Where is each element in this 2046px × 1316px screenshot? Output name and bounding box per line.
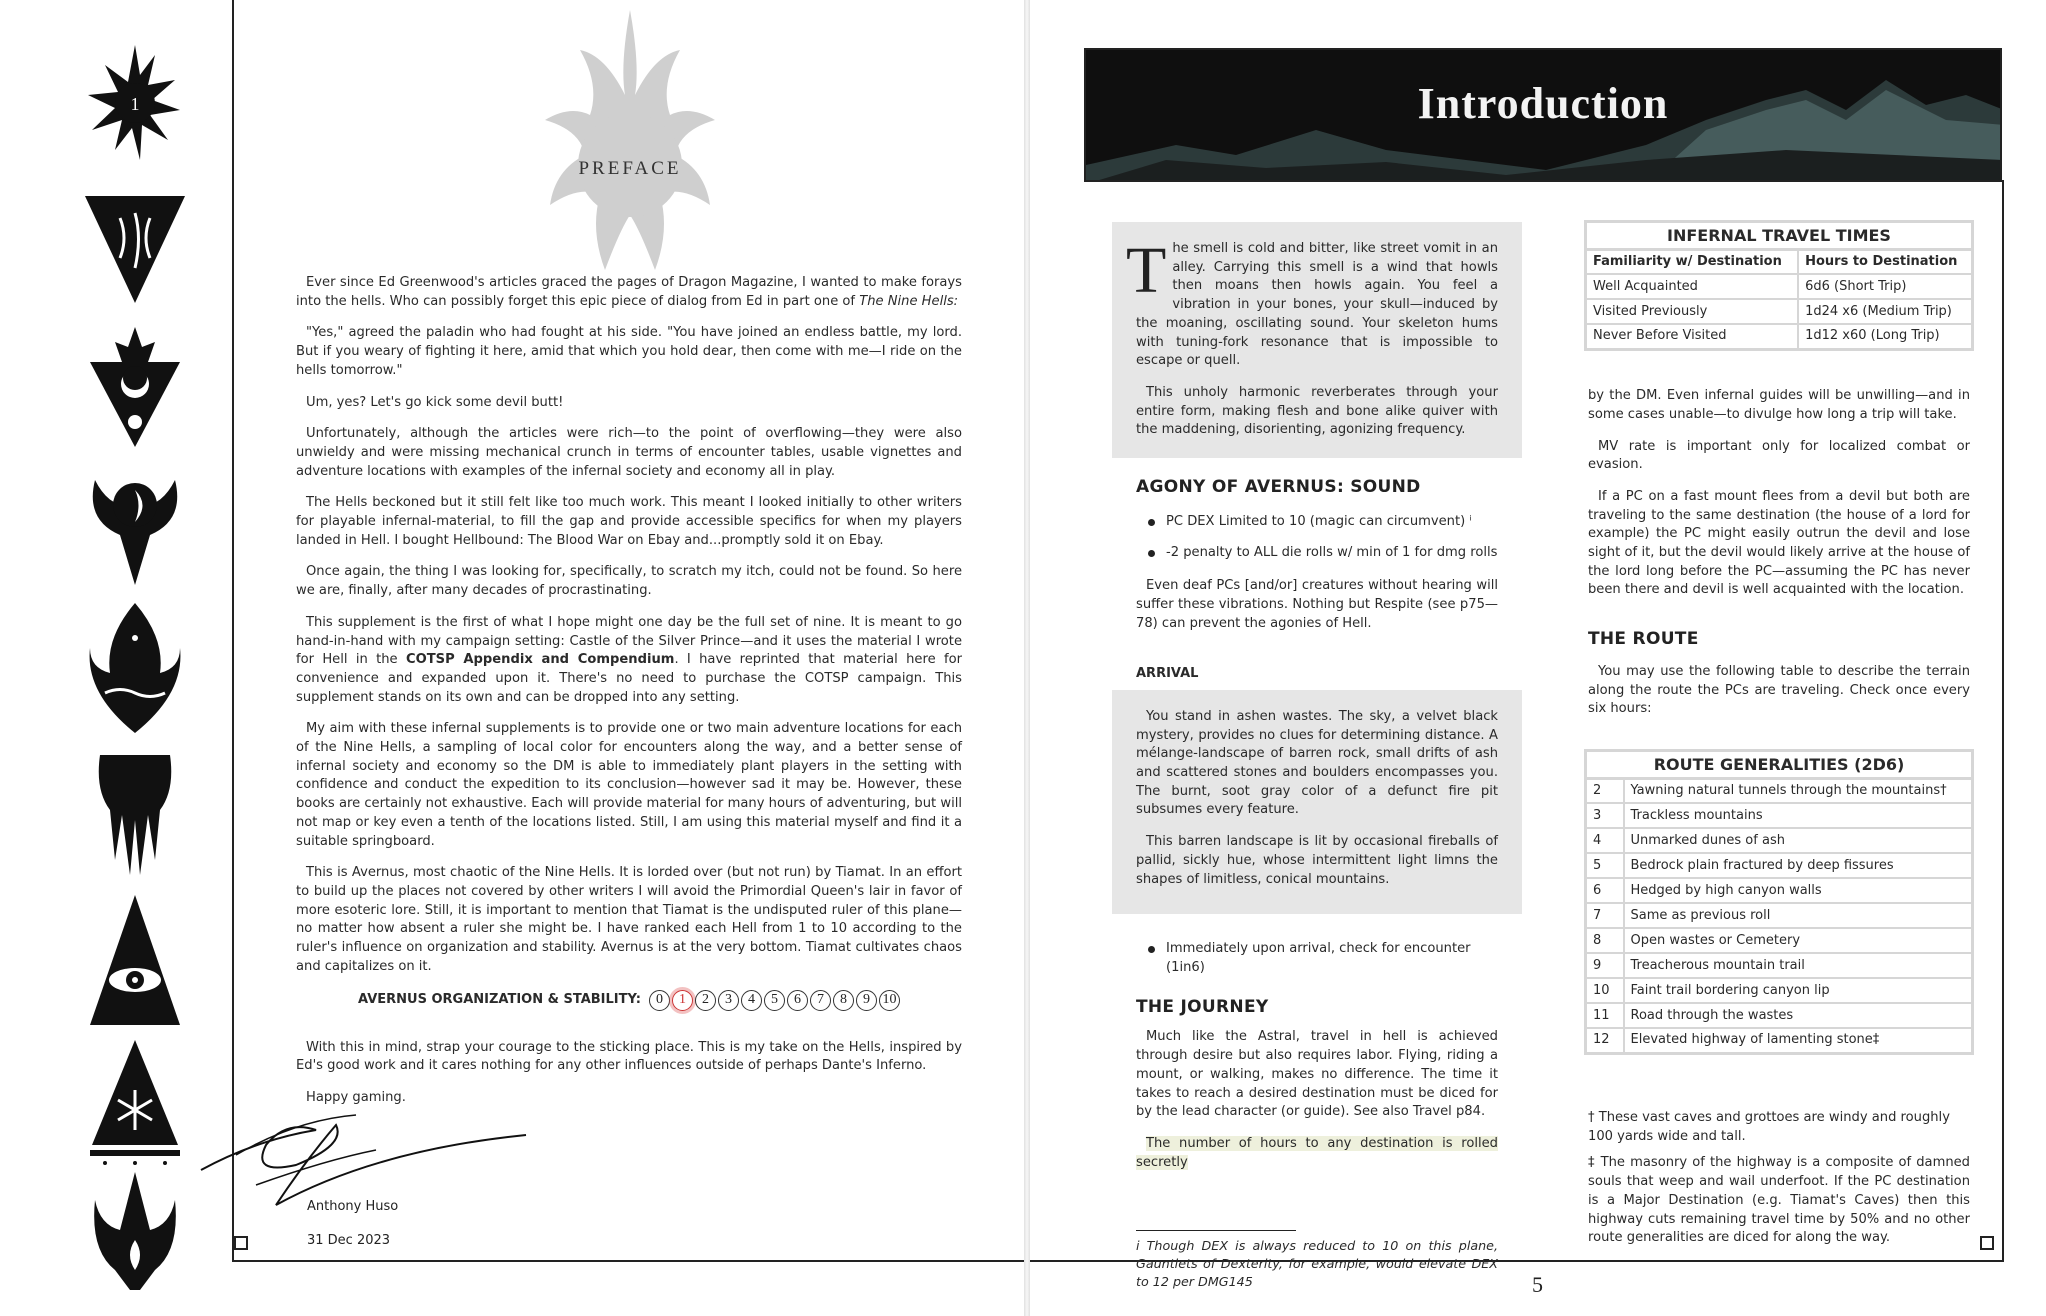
- after-table-paragraph: If a PC on a fast mount flees from a devil but both are traveling to the same destination (the house of a lord for example) the PC might easily outrun the devil and lose sight of it, but the devil would likely arrive at the house of the lord long before the PC—assuming the PC has never been there and devil is well acquainted with the location.: [1588, 488, 1970, 598]
- roll-cell: 8: [1586, 928, 1624, 953]
- read-aloud-box-smell: [1112, 222, 1522, 458]
- roll-cell: 4: [1586, 828, 1624, 853]
- table-row: [1586, 803, 1973, 828]
- table-row: [1586, 903, 1973, 928]
- roll-cell: 7: [1586, 903, 1624, 928]
- stability-dot: 2: [695, 990, 716, 1011]
- table-header-row: [1586, 249, 1973, 274]
- route-paragraph: You may use the following table to describe the terrain along the route the PCs are traveling. Check once every six hours:: [1588, 663, 1970, 717]
- table-row: [1586, 274, 1973, 299]
- table-title: INFERNAL TRAVEL TIMES: [1584, 220, 1974, 248]
- journey-heading: THE JOURNEY: [1136, 996, 1269, 1017]
- read-aloud-box-arrival: [1112, 690, 1522, 914]
- terrain-cell: Treacherous mountain trail: [1624, 953, 1973, 978]
- table-cell: Visited Previously: [1586, 299, 1799, 324]
- table-row: [1586, 978, 1973, 1003]
- roll-cell: 9: [1586, 953, 1624, 978]
- table-row: [1586, 1028, 1973, 1053]
- table-row: [1586, 878, 1973, 903]
- stability-dot: 6: [787, 990, 808, 1011]
- preface-paragraph: This is Avernus, most chaotic of the Nine Hells. It is lorded over (but not run) by Tiamat. In an effort to build up the places not covered by other writers I will avoid the Primordial Queen's lair in favor of more esoteric lore. Still, it is important to mention that Tiamat is the undisputed ruler of this plane—no matter how absent a ruler she might be. I have ranked each Hell from 1 to 10 according to the ruler's influence on organization and stability. Avernus is at the very bottom. Tiamat cultivates chaos and capitalizes on it.: [296, 865, 962, 974]
- terrain-cell: Yawning natural tunnels through the mountains†: [1624, 778, 1973, 803]
- corner-ornament: [234, 1236, 248, 1250]
- book-spine: [1024, 0, 1030, 1316]
- column-header: Hours to Destination: [1798, 249, 1972, 274]
- note: ‡ The masonry of the highway is a composite of damned souls that weep and wail underfoot. If the PC destination is a Major Destination (e.g. Tiamat's Caves) then this highway cuts remaining travel time by 50% and no other route generalities are diced for along the way.: [1588, 1155, 1970, 1246]
- journey-paragraph: Much like the Astral, travel in hell is achieved through desire but also requires labor. Flying, riding a mount, or walking, makes no difference. The time it takes to reach a desired destination must be diced for by the lead character (or guide). See also Travel p84.: [1136, 1029, 1498, 1120]
- arrival-list: [1136, 940, 1498, 977]
- boxed-paragraph: You stand in ashen wastes. The sky, a velvet black mystery, provides no clues for determining distance. A mélange-landscape of barren rock, small drifts of ash and scattered stones and boulders encompasses you. The burnt, soot gray color of a defunct fire pit subsumes every feature.: [1136, 708, 1498, 818]
- after-table-paragraph: by the DM. Even infernal guides will be unwilling—and in some cases unable—to divulge how long a trip will take.: [1588, 388, 1970, 422]
- stability-dot: 0: [649, 990, 670, 1011]
- page-border: [2002, 180, 2004, 1262]
- agony-heading: AGONY OF AVERNUS: SOUND: [1136, 477, 1421, 498]
- author-signature: [196, 1090, 536, 1210]
- preface-paragraph-1: Ever since Ed Greenwood's articles graced the pages of Dragon Magazine, I wanted to make forays into the hells. Who can possibly forget this epic piece of dialog from Ed in part one of The Nine Hells:: [296, 275, 962, 309]
- table-cell: 1d12 x60 (Long Trip): [1798, 324, 1972, 349]
- roll-cell: 3: [1586, 803, 1624, 828]
- flame-triangle-icon: [80, 188, 190, 308]
- table-row: [1586, 324, 1973, 349]
- snowflake-triangle-icon: [80, 1035, 190, 1165]
- travel-times-table: [1584, 220, 1974, 351]
- preface-title: PREFACE: [578, 158, 682, 179]
- signature-date: 31 Dec 2023: [307, 1233, 391, 1248]
- stability-dot: 4: [741, 990, 762, 1011]
- chapter-banner: [1084, 48, 2002, 182]
- preface-body: [296, 274, 962, 1121]
- table-cell: 6d6 (Short Trip): [1798, 274, 1972, 299]
- terrain-cell: Same as previous roll: [1624, 903, 1973, 928]
- table-cell: Well Acquainted: [1586, 274, 1799, 299]
- table-row: [1586, 778, 1973, 803]
- chapter-title: Introduction: [1417, 79, 1669, 128]
- horned-eye-icon: [80, 460, 190, 590]
- author-name: Anthony Huso: [307, 1199, 399, 1214]
- preface-paragraph: Unfortunately, although the articles were rich—to the point of overflowing—they were also unwieldy and were missing mechanical crunch in terms of encounter tables, usable vignettes and adventure locations with examples of the infernal society and economy all in play.: [296, 426, 962, 479]
- stability-dot: 5: [764, 990, 785, 1011]
- roll-cell: 10: [1586, 978, 1624, 1003]
- preface-paragraph: The Hells beckoned but it still felt like too much work. This meant I looked initially to other writers for playable infernal-material, to fill the gap and provide accessible specifics for when my players landed in Hell. I bought Hellbound: The Blood War on Ebay and...promptly sold it on Ebay.: [296, 495, 962, 548]
- page-border: [232, 0, 234, 1262]
- roll-cell: 5: [1586, 853, 1624, 878]
- table-cell: Never Before Visited: [1586, 324, 1799, 349]
- preface-paragraph: My aim with these infernal supplements is to provide one or two main adventure locations for each of the Nine Hells, a sampling of local color for encounters along the way, and a better sense of infernal society and economy so the DM is able to immediately plant players in the setting with confidence and conduct the expedition to its conclusion—however sad it may be. However, these books are certainly not exhaustive. Each will provide material for many hours of adventuring, but will not map or key even a tenth of the locations listed. Still, I am using this material myself and find it a suitable springboard.: [296, 721, 962, 849]
- arrival-heading: ARRIVAL: [1136, 666, 1199, 682]
- table-cell: 1d24 x6 (Medium Trip): [1798, 299, 1972, 324]
- terrain-cell: Open wastes or Cemetery: [1624, 928, 1973, 953]
- table-title: ROUTE GENERALITIES (2D6): [1584, 749, 1974, 777]
- column-header: Familiarity w/ Destination: [1586, 249, 1799, 274]
- hell-symbols-column: [80, 40, 190, 1270]
- route-heading: THE ROUTE: [1588, 629, 1699, 650]
- terrain-cell: Hedged by high canyon walls: [1624, 878, 1973, 903]
- chapter-numeral: 1: [130, 94, 140, 114]
- wave-crescent-icon: [80, 598, 190, 738]
- preface-sun-emblem: [540, 5, 720, 275]
- dripping-claws-icon: [80, 750, 190, 880]
- terrain-cell: Faint trail bordering canyon lip: [1624, 978, 1973, 1003]
- list-item: PC DEX Limited to 10 (magic can circumvent) ⁱ: [1136, 513, 1498, 532]
- stability-dot: 3: [718, 990, 739, 1011]
- right-column: [1584, 220, 1974, 1261]
- stability-rating: [296, 990, 962, 1011]
- terrain-cell: Elevated highway of lamenting stone‡: [1624, 1028, 1973, 1053]
- terrain-cell: Unmarked dunes of ash: [1624, 828, 1973, 853]
- eye-triangle-icon: [80, 890, 190, 1030]
- route-generalities-table: [1584, 749, 1974, 1055]
- page-number: 5: [1532, 1272, 1543, 1297]
- boxed-paragraph: This unholy harmonic reverberates through your entire form, making flesh and bone alike quiver with the maddening, disorienting, agonizing frequency.: [1136, 384, 1498, 438]
- footnote: i Though DEX is always reduced to 10 on this plane, Gauntlets of Dexterity, for example, would elevate DEX to 12 per DMG145: [1136, 1238, 1498, 1290]
- corner-ornament: [1980, 1236, 1994, 1250]
- stability-dot: 1: [672, 990, 693, 1011]
- stability-dot: 8: [833, 990, 854, 1011]
- drop-cap: T: [1126, 234, 1167, 307]
- preface-paragraph: Once again, the thing I was looking for, specifically, to scratch my itch, could not be found. So here we are, finally, after many decades of procrastinating.: [296, 564, 962, 599]
- table-row: [1586, 299, 1973, 324]
- page-border: [232, 1260, 1032, 1262]
- preface-paragraph: Um, yes? Let's go kick some devil butt!: [306, 394, 564, 410]
- boxed-paragraph: The smell is cold and bitter, like street vomit in an alley. Carrying this smell is a wind that howls then moans then howls again. You feel a vibration in your bones, your skull—induced by the moaning, oscillating sound. Your skeleton hums with tuning-fork resonance that is impossible to escape or quell.: [1126, 234, 1498, 369]
- middle-column: [1112, 222, 1522, 1291]
- table-row: [1586, 828, 1973, 853]
- roll-cell: 12: [1586, 1028, 1624, 1053]
- list-item: Immediately upon arrival, check for encounter (1in6): [1136, 940, 1498, 977]
- roll-cell: 11: [1586, 1003, 1624, 1028]
- preface-paragraph: "Yes," agreed the paladin who had fought at his side. "You have joined an endless battle, my lord. But if you weary of fighting it here, amid that which you hold dear, then come with me—I ride on the hells tomorrow.": [296, 325, 962, 378]
- stability-dot: 7: [810, 990, 831, 1011]
- roll-cell: 2: [1586, 778, 1624, 803]
- happy-gaming: Happy gaming.: [306, 1089, 406, 1105]
- sun-symbol-icon: [80, 40, 190, 170]
- agony-paragraph: Even deaf PCs [and/or] creatures without hearing will suffer these vibrations. Nothing but Respite (see p75—78) can prevent the agonies of Hell.: [1136, 578, 1498, 631]
- preface-paragraph-7: This supplement is the first of what I hope might one day be the full set of nine. It is meant to go hand-in-hand with my campaign setting: Castle of the Silver Prince—and it uses the material I wrote for Hell in the COTSP Appendix and Compendium. I have reprinted that material here for convenience and expanded upon it. There's no need to purchase the COTSP campaign. This supplement stands on its own and can be dropped into any setting.: [296, 614, 962, 705]
- stability-dot: 9: [856, 990, 877, 1011]
- after-table-paragraph: MV rate is important only for localized combat or evasion.: [1588, 438, 1970, 473]
- list-item: -2 penalty to ALL die rolls w/ min of 1 for dmg rolls: [1136, 544, 1498, 563]
- table-row: [1586, 953, 1973, 978]
- stability-dots: [649, 990, 900, 1011]
- table-row: [1586, 853, 1973, 878]
- journey-highlight: The number of hours to any destination is rolled secretly: [1136, 1135, 1498, 1170]
- terrain-cell: Road through the wastes: [1624, 1003, 1973, 1028]
- stability-label: AVERNUS ORGANIZATION & STABILITY:: [358, 991, 641, 1007]
- table-row: [1586, 928, 1973, 953]
- stability-dot: 10: [879, 990, 900, 1011]
- roll-cell: 6: [1586, 878, 1624, 903]
- crescent-triangle-icon: [80, 322, 190, 452]
- flaming-spire-icon: [80, 1170, 190, 1295]
- closing-paragraph: With this in mind, strap your courage to the sticking place. This is my take on the Hells, inspired by Ed's good work and it cares nothing for any other influences outside of perhaps Dante's Inferno.: [296, 1039, 962, 1074]
- table-row: [1586, 1003, 1973, 1028]
- terrain-cell: Trackless mountains: [1624, 803, 1973, 828]
- agony-list: [1136, 513, 1498, 563]
- note: † These vast caves and grottoes are windy and roughly 100 yards wide and tall.: [1588, 1110, 1950, 1144]
- terrain-cell: Bedrock plain fractured by deep fissures: [1624, 853, 1973, 878]
- boxed-paragraph: This barren landscape is lit by occasional fireballs of pallid, sickly hue, whose intermittent light limns the shapes of limitless, conical mountains.: [1136, 834, 1498, 887]
- footnote-divider: [1136, 1230, 1296, 1231]
